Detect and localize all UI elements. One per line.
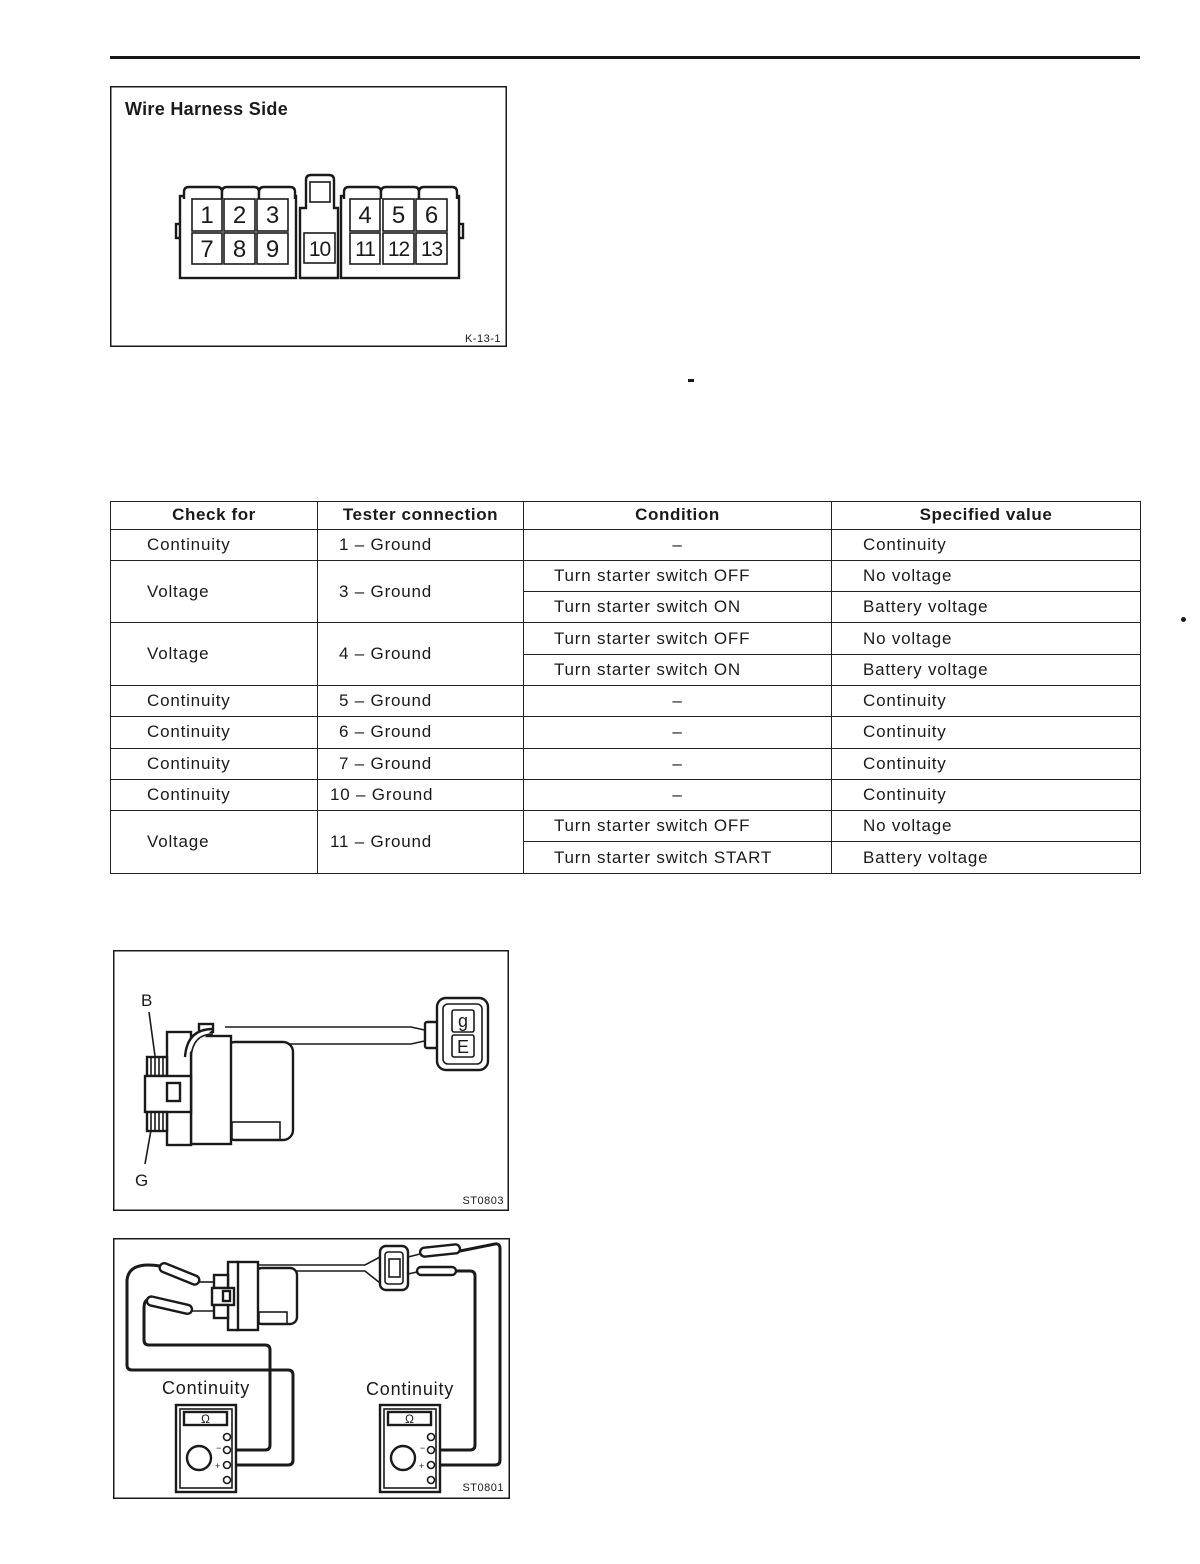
- inspection-table: [110, 501, 1141, 874]
- specified-value-cell: No voltage: [832, 811, 1141, 842]
- continuity-test-figure: [113, 1238, 510, 1499]
- condition-cell: Turn starter switch OFF: [524, 811, 832, 842]
- tester-connection-cell: 5 – Ground: [318, 685, 524, 716]
- figure-title: Wire Harness Side: [125, 99, 289, 119]
- tester-connection-cell: 1 – Ground: [318, 529, 524, 560]
- meter-jack: [224, 1447, 231, 1454]
- table-row: [111, 717, 1141, 748]
- tester-connection-cell: 6 – Ground: [318, 717, 524, 748]
- meter-jack: [224, 1434, 231, 1441]
- table-row: [111, 560, 1141, 591]
- minus-sign: −: [420, 1443, 426, 1453]
- test-probe: [417, 1267, 456, 1275]
- specified-value-cell: No voltage: [832, 560, 1141, 591]
- right-housing-cap: [419, 187, 457, 199]
- specified-value-cell: Battery voltage: [832, 592, 1141, 623]
- relay-case: [255, 1268, 297, 1324]
- right-housing-cap: [381, 187, 419, 199]
- check-for-cell: Continuity: [111, 748, 318, 779]
- meter-dial: [187, 1446, 211, 1470]
- pin-1-label: 1: [200, 202, 214, 229]
- check-for-cell: Voltage: [111, 623, 318, 686]
- connector-terminal-g-label: g: [457, 1011, 469, 1031]
- specified-value-cell: Continuity: [832, 529, 1141, 560]
- terminal-b-label: B: [141, 991, 153, 1010]
- continuity-label-right: Continuity: [366, 1379, 455, 1399]
- pin-11-label: 11: [355, 238, 375, 261]
- terminal-block-window: [223, 1291, 230, 1301]
- ohm-symbol: Ω: [201, 1412, 210, 1426]
- specified-value-cell: No voltage: [832, 623, 1141, 654]
- condition-cell: –: [524, 529, 832, 560]
- connector-terminal: [389, 1259, 400, 1277]
- left-housing-cap: [184, 187, 222, 199]
- condition-cell: –: [524, 685, 832, 716]
- header-specified-value: Specified value: [832, 502, 1141, 530]
- table-row: [111, 779, 1141, 810]
- pin-8-label: 8: [232, 236, 247, 263]
- meter-jack: [224, 1477, 231, 1484]
- condition-cell: Turn starter switch OFF: [524, 560, 832, 591]
- figure-code: ST0801: [462, 1482, 504, 1494]
- meter-jack: [428, 1477, 435, 1484]
- meter-jack: [428, 1447, 435, 1454]
- tester-connection-cell: 10 – Ground: [318, 779, 524, 810]
- header-tester-connection: Tester connection: [318, 502, 524, 530]
- pin-7-label: 7: [200, 236, 214, 263]
- terminal-g-bolt: [147, 1112, 167, 1131]
- specified-value-cell: Continuity: [832, 748, 1141, 779]
- pin-5-label: 5: [391, 202, 406, 229]
- pin-9-label: 9: [265, 236, 280, 263]
- minus-sign: −: [216, 1443, 222, 1453]
- relay-case: [225, 1042, 293, 1140]
- tester-connection-cell: 3 – Ground: [318, 560, 524, 623]
- table-row: [111, 529, 1141, 560]
- table-row: [111, 685, 1141, 716]
- pin-10-label: 10: [308, 238, 331, 261]
- terminal-g-bolt: [214, 1305, 228, 1318]
- pin-3-label: 3: [265, 202, 280, 229]
- pin-12-label: 12: [387, 238, 410, 261]
- condition-cell: –: [524, 748, 832, 779]
- condition-cell: –: [524, 779, 832, 810]
- tester-connection-cell: 11 – Ground: [318, 811, 524, 874]
- condition-cell: Turn starter switch ON: [524, 654, 832, 685]
- starter-relay-figure: [113, 950, 509, 1211]
- condition-cell: –: [524, 717, 832, 748]
- specified-value-cell: Battery voltage: [832, 842, 1141, 873]
- table-row: [111, 623, 1141, 654]
- meter-jack: [224, 1462, 231, 1469]
- pin-2-label: 2: [232, 202, 247, 229]
- figure-code: K-13-1: [464, 333, 501, 345]
- tester-connection-cell: 7 – Ground: [318, 748, 524, 779]
- terminal-block-window: [167, 1083, 180, 1101]
- latch-window: [310, 182, 330, 202]
- relay-connector: [437, 998, 488, 1070]
- check-for-cell: Continuity: [111, 685, 318, 716]
- terminal-b-bolt: [147, 1057, 167, 1076]
- scan-dot: [1181, 617, 1186, 622]
- ohmmeter-left: [176, 1405, 236, 1492]
- pin-6-label: 6: [424, 202, 439, 229]
- check-for-cell: Voltage: [111, 811, 318, 874]
- check-for-cell: Continuity: [111, 529, 318, 560]
- plus-sign: +: [419, 1461, 425, 1471]
- header-check-for: Check for: [111, 502, 318, 530]
- table-header-row: [111, 502, 1141, 530]
- left-housing-cap: [259, 187, 295, 199]
- condition-cell: Turn starter switch OFF: [524, 623, 832, 654]
- specified-value-cell: Continuity: [832, 717, 1141, 748]
- table-row: [111, 748, 1141, 779]
- terminal-b-bolt: [214, 1275, 228, 1288]
- table-row: [111, 811, 1141, 842]
- specified-value-cell: Continuity: [832, 779, 1141, 810]
- plus-sign: +: [215, 1461, 221, 1471]
- scan-mark: [688, 379, 694, 382]
- condition-cell: Turn starter switch ON: [524, 592, 832, 623]
- relay-front: [237, 1262, 258, 1330]
- meter-dial: [391, 1446, 415, 1470]
- ohm-symbol: Ω: [405, 1412, 414, 1426]
- left-housing-cap: [222, 187, 259, 199]
- header-condition: Condition: [524, 502, 832, 530]
- right-housing-cap: [344, 187, 381, 199]
- pin-13-label: 13: [420, 238, 443, 261]
- check-for-cell: Continuity: [111, 717, 318, 748]
- specified-value-cell: Battery voltage: [832, 654, 1141, 685]
- wire-harness-connector-figure: [110, 86, 507, 347]
- specified-value-cell: Continuity: [832, 685, 1141, 716]
- meter-jack: [428, 1462, 435, 1469]
- check-for-cell: Continuity: [111, 779, 318, 810]
- pin-4-label: 4: [358, 202, 372, 229]
- figure-code: ST0803: [462, 1195, 504, 1207]
- condition-cell: Turn starter switch START: [524, 842, 832, 873]
- check-for-cell: Voltage: [111, 560, 318, 623]
- tester-connection-cell: 4 – Ground: [318, 623, 524, 686]
- connector-diagram: [176, 175, 463, 278]
- top-rule: [110, 56, 1140, 59]
- connector-terminal-e-label: E: [456, 1037, 470, 1057]
- terminal-g-label: G: [135, 1171, 149, 1190]
- ohmmeter-right: [380, 1405, 440, 1492]
- continuity-label-left: Continuity: [162, 1378, 251, 1398]
- meter-jack: [428, 1434, 435, 1441]
- relay-front: [191, 1036, 231, 1144]
